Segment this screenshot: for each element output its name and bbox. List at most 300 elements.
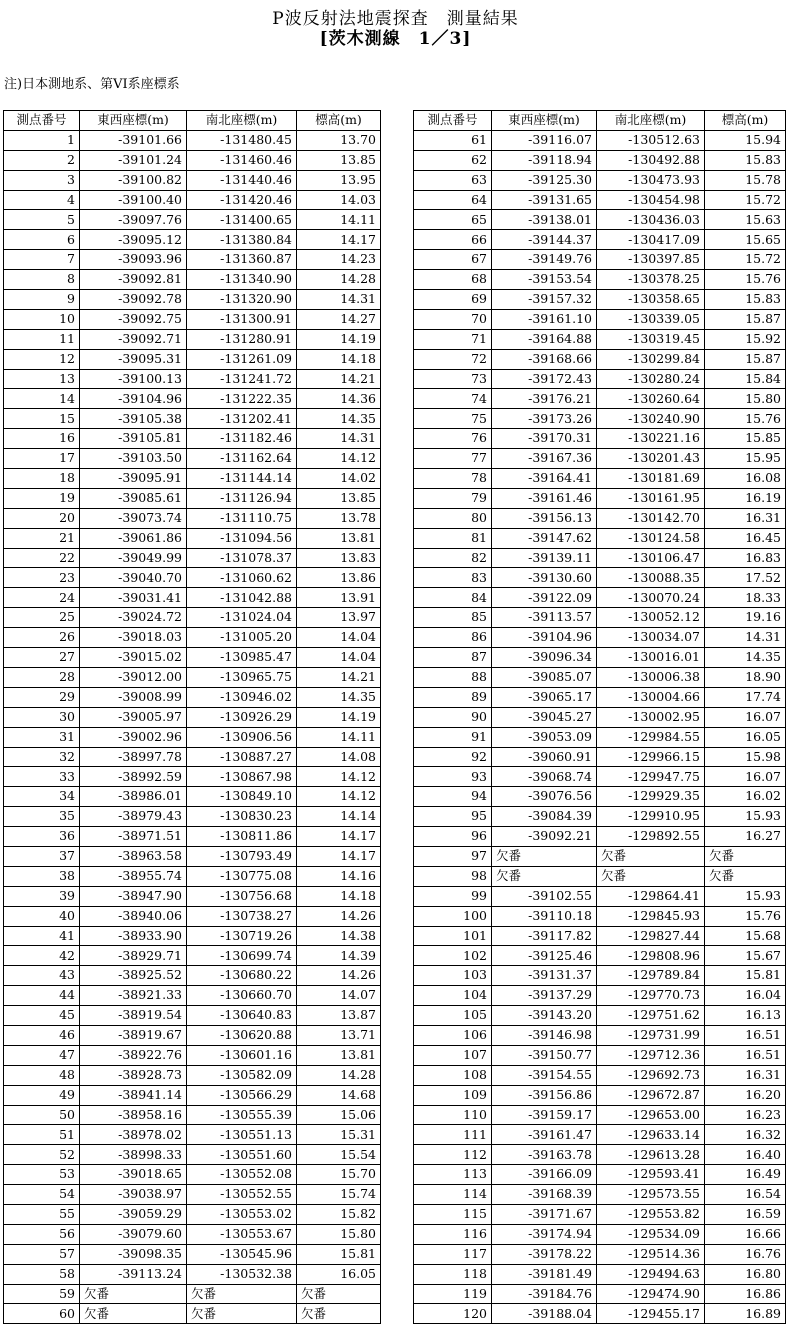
east-west-cell: -38998.33 [80, 1145, 187, 1165]
elevation-cell: 欠番 [705, 866, 786, 886]
elevation-cell: 13.81 [297, 1045, 381, 1065]
elevation-cell: 14.23 [297, 250, 381, 270]
table-row [4, 986, 381, 1006]
east-west-cell: -39105.81 [80, 429, 187, 449]
point-number-cell: 40 [4, 906, 80, 926]
east-west-cell: -38997.78 [80, 747, 187, 767]
north-south-cell: -129966.15 [597, 747, 705, 767]
north-south-cell: -131005.20 [187, 628, 297, 648]
table-row [4, 1065, 381, 1085]
point-number-cell: 32 [4, 747, 80, 767]
north-south-cell: -130161.95 [597, 488, 705, 508]
north-south-cell: -129534.09 [597, 1224, 705, 1244]
elevation-cell: 15.85 [705, 429, 786, 449]
elevation-cell: 14.11 [297, 210, 381, 230]
east-west-cell: -39116.07 [492, 130, 597, 150]
elevation-cell: 16.19 [705, 488, 786, 508]
north-south-cell: -130052.12 [597, 608, 705, 628]
east-west-cell: -39092.78 [80, 290, 187, 310]
elevation-cell: 13.97 [297, 608, 381, 628]
point-number-cell: 96 [414, 827, 492, 847]
elevation-cell: 15.06 [297, 1105, 381, 1125]
table-row [4, 1244, 381, 1264]
elevation-cell: 16.05 [297, 1264, 381, 1284]
north-south-cell: -131024.04 [187, 608, 297, 628]
point-number-cell: 55 [4, 1204, 80, 1224]
point-number-cell: 79 [414, 488, 492, 508]
table-row [414, 409, 786, 429]
table-row [414, 210, 786, 230]
east-west-cell: -39164.41 [492, 469, 597, 489]
north-south-cell: -131440.46 [187, 170, 297, 190]
table-row [414, 667, 786, 687]
point-number-cell: 74 [414, 389, 492, 409]
point-number-cell: 54 [4, 1185, 80, 1205]
north-south-cell: -131241.72 [187, 369, 297, 389]
north-south-cell: -130793.49 [187, 846, 297, 866]
north-south-cell: -130070.24 [597, 588, 705, 608]
north-south-cell: -130738.27 [187, 906, 297, 926]
elevation-cell: 15.76 [705, 409, 786, 429]
elevation-cell: 13.70 [297, 130, 381, 150]
north-south-cell: -130553.02 [187, 1204, 297, 1224]
north-south-cell: -130034.07 [597, 628, 705, 648]
point-number-cell: 42 [4, 946, 80, 966]
point-number-cell: 27 [4, 648, 80, 668]
north-south-cell: -130552.55 [187, 1185, 297, 1205]
elevation-cell: 16.80 [705, 1264, 786, 1284]
table-row [414, 1224, 786, 1244]
north-south-cell: -129553.82 [597, 1204, 705, 1224]
elevation-cell: 16.51 [705, 1045, 786, 1065]
east-west-cell: -38940.06 [80, 906, 187, 926]
table-row [4, 906, 381, 926]
north-south-cell: -130551.13 [187, 1125, 297, 1145]
point-number-cell: 116 [414, 1224, 492, 1244]
elevation-cell: 14.07 [297, 986, 381, 1006]
header-row [4, 111, 381, 131]
elevation-cell: 16.86 [705, 1284, 786, 1304]
north-south-cell: -129910.95 [597, 807, 705, 827]
elevation-cell: 15.93 [705, 886, 786, 906]
east-west-cell: -39146.98 [492, 1025, 597, 1045]
north-south-cell: -131480.45 [187, 130, 297, 150]
table-row [414, 1025, 786, 1045]
north-south-cell: -130201.43 [597, 449, 705, 469]
table-row [4, 687, 381, 707]
elevation-cell: 14.21 [297, 667, 381, 687]
point-number-cell: 25 [4, 608, 80, 628]
point-number-cell: 18 [4, 469, 80, 489]
north-south-cell: -130620.88 [187, 1025, 297, 1045]
north-south-cell: -130512.63 [597, 130, 705, 150]
north-south-cell: -130181.69 [597, 469, 705, 489]
table-row [414, 488, 786, 508]
table-row [4, 469, 381, 489]
col-header-east-west: 東西座標(m) [492, 111, 597, 131]
elevation-cell: 14.11 [297, 727, 381, 747]
table-row [4, 130, 381, 150]
point-number-cell: 23 [4, 568, 80, 588]
point-number-cell: 81 [414, 528, 492, 548]
elevation-cell: 16.07 [705, 767, 786, 787]
north-south-cell: -130417.09 [597, 230, 705, 250]
point-number-cell: 91 [414, 727, 492, 747]
north-south-cell: -130555.39 [187, 1105, 297, 1125]
table-row [414, 727, 786, 747]
elevation-cell: 14.12 [297, 449, 381, 469]
point-number-cell: 62 [414, 150, 492, 170]
east-west-cell: 欠番 [492, 846, 597, 866]
elevation-cell: 14.04 [297, 648, 381, 668]
table-row [414, 508, 786, 528]
table-row [4, 369, 381, 389]
north-south-cell: -131202.41 [187, 409, 297, 429]
table-row [414, 1204, 786, 1224]
point-number-cell: 44 [4, 986, 80, 1006]
east-west-cell: -39053.09 [492, 727, 597, 747]
north-south-cell: -131340.90 [187, 270, 297, 290]
elevation-cell: 15.67 [705, 946, 786, 966]
elevation-cell: 15.68 [705, 926, 786, 946]
east-west-cell: -39031.41 [80, 588, 187, 608]
north-south-cell: -131300.91 [187, 309, 297, 329]
elevation-cell: 14.31 [297, 290, 381, 310]
point-number-cell: 57 [4, 1244, 80, 1264]
table-row [414, 946, 786, 966]
point-number-cell: 9 [4, 290, 80, 310]
table-row [414, 290, 786, 310]
point-number-cell: 84 [414, 588, 492, 608]
table-row [4, 767, 381, 787]
elevation-cell: 14.35 [705, 648, 786, 668]
north-south-cell: -130106.47 [597, 548, 705, 568]
point-number-cell: 103 [414, 966, 492, 986]
table-row [414, 1284, 786, 1304]
header-row [414, 111, 786, 131]
point-number-cell: 6 [4, 230, 80, 250]
table-row [414, 747, 786, 767]
point-number-cell: 41 [4, 926, 80, 946]
east-west-cell: -38919.54 [80, 1006, 187, 1026]
east-west-cell: -39171.67 [492, 1204, 597, 1224]
elevation-cell: 18.33 [705, 588, 786, 608]
east-west-cell: -38963.58 [80, 846, 187, 866]
east-west-cell: -39015.02 [80, 648, 187, 668]
east-west-cell: -39097.76 [80, 210, 187, 230]
elevation-cell: 15.95 [705, 449, 786, 469]
col-header-north-south: 南北座標(m) [187, 111, 297, 131]
point-number-cell: 46 [4, 1025, 80, 1045]
point-number-cell: 36 [4, 827, 80, 847]
elevation-cell: 14.12 [297, 787, 381, 807]
north-south-cell: -130699.74 [187, 946, 297, 966]
elevation-cell: 13.81 [297, 528, 381, 548]
table-row [4, 429, 381, 449]
east-west-cell: -39104.96 [492, 628, 597, 648]
east-west-cell: -39093.96 [80, 250, 187, 270]
elevation-cell: 15.72 [705, 190, 786, 210]
east-west-cell: -39061.86 [80, 528, 187, 548]
elevation-cell: 14.28 [297, 1065, 381, 1085]
elevation-cell: 16.83 [705, 548, 786, 568]
elevation-cell: 16.20 [705, 1085, 786, 1105]
north-south-cell: -130640.83 [187, 1006, 297, 1026]
north-south-cell: -129789.84 [597, 966, 705, 986]
north-south-cell: -131222.35 [187, 389, 297, 409]
elevation-cell: 15.84 [705, 369, 786, 389]
east-west-cell: -39045.27 [492, 707, 597, 727]
north-south-cell: -130004.66 [597, 687, 705, 707]
east-west-cell: -39170.31 [492, 429, 597, 449]
table-row [414, 190, 786, 210]
east-west-cell: -39104.96 [80, 389, 187, 409]
elevation-cell: 15.72 [705, 250, 786, 270]
east-west-cell: -38921.33 [80, 986, 187, 1006]
north-south-cell: -130946.02 [187, 687, 297, 707]
east-west-cell: -39095.91 [80, 469, 187, 489]
elevation-cell: 14.18 [297, 349, 381, 369]
table-row [414, 469, 786, 489]
elevation-cell: 15.70 [297, 1165, 381, 1185]
north-south-cell: -129474.90 [597, 1284, 705, 1304]
point-number-cell: 107 [414, 1045, 492, 1065]
elevation-cell: 16.32 [705, 1125, 786, 1145]
table-row [4, 1125, 381, 1145]
elevation-cell: 16.04 [705, 986, 786, 1006]
point-number-cell: 106 [414, 1025, 492, 1045]
east-west-cell: -39059.29 [80, 1204, 187, 1224]
point-number-cell: 38 [4, 866, 80, 886]
east-west-cell: 欠番 [492, 866, 597, 886]
east-west-cell: -38933.90 [80, 926, 187, 946]
col-header-point-number: 測点番号 [4, 111, 80, 131]
east-west-cell: -39173.26 [492, 409, 597, 429]
elevation-cell: 16.13 [705, 1006, 786, 1026]
table-row [4, 1165, 381, 1185]
north-south-cell: -129573.55 [597, 1185, 705, 1205]
point-number-cell: 8 [4, 270, 80, 290]
table-row [4, 1025, 381, 1045]
north-south-cell: -130002.95 [597, 707, 705, 727]
east-west-cell: -39163.78 [492, 1145, 597, 1165]
point-number-cell: 15 [4, 409, 80, 429]
point-number-cell: 10 [4, 309, 80, 329]
table-row [4, 290, 381, 310]
elevation-cell: 14.02 [297, 469, 381, 489]
col-header-north-south: 南北座標(m) [597, 111, 705, 131]
north-south-cell: -131042.88 [187, 588, 297, 608]
east-west-cell: -39101.24 [80, 150, 187, 170]
east-west-cell: -38992.59 [80, 767, 187, 787]
elevation-cell: 14.26 [297, 966, 381, 986]
north-south-cell: -129864.41 [597, 886, 705, 906]
east-west-cell: -39118.94 [492, 150, 597, 170]
north-south-cell: -131162.64 [187, 449, 297, 469]
east-west-cell: -38955.74 [80, 866, 187, 886]
table-row [4, 309, 381, 329]
east-west-cell: -39157.32 [492, 290, 597, 310]
point-number-cell: 26 [4, 628, 80, 648]
table-row [4, 608, 381, 628]
table-row [414, 1244, 786, 1264]
elevation-cell: 14.27 [297, 309, 381, 329]
point-number-cell: 85 [414, 608, 492, 628]
table-row [4, 548, 381, 568]
elevation-cell: 15.82 [297, 1204, 381, 1224]
elevation-cell: 16.08 [705, 469, 786, 489]
table-row [4, 270, 381, 290]
east-west-cell: -38929.71 [80, 946, 187, 966]
elevation-cell: 14.31 [297, 429, 381, 449]
north-south-cell: -131280.91 [187, 329, 297, 349]
table-row [414, 966, 786, 986]
north-south-cell: -130811.86 [187, 827, 297, 847]
point-number-cell: 17 [4, 449, 80, 469]
east-west-cell: -39178.22 [492, 1244, 597, 1264]
elevation-cell: 16.31 [705, 1065, 786, 1085]
north-south-cell: -130926.29 [187, 707, 297, 727]
north-south-cell: -130492.88 [597, 150, 705, 170]
elevation-cell: 15.87 [705, 349, 786, 369]
elevation-cell: 15.65 [705, 230, 786, 250]
table-row [4, 807, 381, 827]
north-south-cell: -130397.85 [597, 250, 705, 270]
north-south-cell: -130532.38 [187, 1264, 297, 1284]
table-row [414, 528, 786, 548]
point-number-cell: 34 [4, 787, 80, 807]
table-row [4, 1185, 381, 1205]
east-west-cell: -39174.94 [492, 1224, 597, 1244]
table-row [4, 1085, 381, 1105]
north-south-cell: 欠番 [597, 866, 705, 886]
north-south-cell: -131380.84 [187, 230, 297, 250]
north-south-cell: -130006.38 [597, 667, 705, 687]
east-west-cell: -39002.96 [80, 727, 187, 747]
coordinate-system-note: 注)日本測地系、第VI系座標系 [4, 77, 180, 92]
table-row [414, 986, 786, 1006]
point-number-cell: 101 [414, 926, 492, 946]
table-row [414, 787, 786, 807]
table-row [4, 588, 381, 608]
north-south-cell: -130473.93 [597, 170, 705, 190]
elevation-cell: 15.78 [705, 170, 786, 190]
north-south-cell: -130719.26 [187, 926, 297, 946]
east-west-cell: -39096.34 [492, 648, 597, 668]
elevation-cell: 14.31 [705, 628, 786, 648]
table-row [414, 648, 786, 668]
point-number-cell: 22 [4, 548, 80, 568]
table-row [414, 449, 786, 469]
east-west-cell: -38947.90 [80, 886, 187, 906]
north-south-cell: -130436.03 [597, 210, 705, 230]
table-row [414, 1065, 786, 1085]
point-number-cell: 50 [4, 1105, 80, 1125]
point-number-cell: 112 [414, 1145, 492, 1165]
point-number-cell: 43 [4, 966, 80, 986]
table-row [414, 1085, 786, 1105]
point-number-cell: 52 [4, 1145, 80, 1165]
table-row [4, 449, 381, 469]
elevation-cell: 15.92 [705, 329, 786, 349]
col-header-east-west: 東西座標(m) [80, 111, 187, 131]
point-number-cell: 87 [414, 648, 492, 668]
north-south-cell: -130887.27 [187, 747, 297, 767]
east-west-cell: -38971.51 [80, 827, 187, 847]
elevation-cell: 15.94 [705, 130, 786, 150]
east-west-cell: 欠番 [80, 1284, 187, 1304]
north-south-cell: -131094.56 [187, 528, 297, 548]
elevation-cell: 13.87 [297, 1006, 381, 1026]
north-south-cell: -130088.35 [597, 568, 705, 588]
point-number-cell: 13 [4, 369, 80, 389]
east-west-cell: -39161.46 [492, 488, 597, 508]
point-number-cell: 105 [414, 1006, 492, 1026]
point-number-cell: 20 [4, 508, 80, 528]
north-south-cell: -131144.14 [187, 469, 297, 489]
north-south-cell: -129984.55 [597, 727, 705, 747]
elevation-cell: 18.90 [705, 667, 786, 687]
north-south-cell: -130378.25 [597, 270, 705, 290]
north-south-cell: -130756.68 [187, 886, 297, 906]
table-row [414, 628, 786, 648]
north-south-cell: -131360.87 [187, 250, 297, 270]
north-south-cell: -131078.37 [187, 548, 297, 568]
north-south-cell: -130221.16 [597, 429, 705, 449]
elevation-cell: 17.52 [705, 568, 786, 588]
point-number-cell: 19 [4, 488, 80, 508]
point-number-cell: 120 [414, 1304, 492, 1324]
point-number-cell: 51 [4, 1125, 80, 1145]
elevation-cell: 16.54 [705, 1185, 786, 1205]
point-number-cell: 1 [4, 130, 80, 150]
east-west-cell: -39110.18 [492, 906, 597, 926]
north-south-cell: -131110.75 [187, 508, 297, 528]
point-number-cell: 3 [4, 170, 80, 190]
table-row [4, 787, 381, 807]
table-row [4, 1145, 381, 1165]
point-number-cell: 53 [4, 1165, 80, 1185]
north-south-cell: -130016.01 [597, 648, 705, 668]
point-number-cell: 109 [414, 1085, 492, 1105]
east-west-cell: -39098.35 [80, 1244, 187, 1264]
point-number-cell: 63 [414, 170, 492, 190]
table-row [414, 1304, 786, 1324]
east-west-cell: -39100.82 [80, 170, 187, 190]
east-west-cell: -39068.74 [492, 767, 597, 787]
point-number-cell: 75 [414, 409, 492, 429]
table-row [414, 1125, 786, 1145]
elevation-cell: 13.71 [297, 1025, 381, 1045]
point-number-cell: 14 [4, 389, 80, 409]
elevation-cell: 13.78 [297, 508, 381, 528]
elevation-cell: 欠番 [297, 1304, 381, 1324]
point-number-cell: 4 [4, 190, 80, 210]
table-row [4, 1224, 381, 1244]
north-south-cell: -130906.56 [187, 727, 297, 747]
elevation-cell: 16.40 [705, 1145, 786, 1165]
table-row [414, 707, 786, 727]
elevation-cell: 17.74 [705, 687, 786, 707]
elevation-cell: 14.28 [297, 270, 381, 290]
north-south-cell: -130553.67 [187, 1224, 297, 1244]
east-west-cell: -39139.11 [492, 548, 597, 568]
north-south-cell: -131420.46 [187, 190, 297, 210]
north-south-cell: -129770.73 [597, 986, 705, 1006]
east-west-cell: -39144.37 [492, 230, 597, 250]
point-number-cell: 118 [414, 1264, 492, 1284]
col-header-point-number: 測点番号 [414, 111, 492, 131]
